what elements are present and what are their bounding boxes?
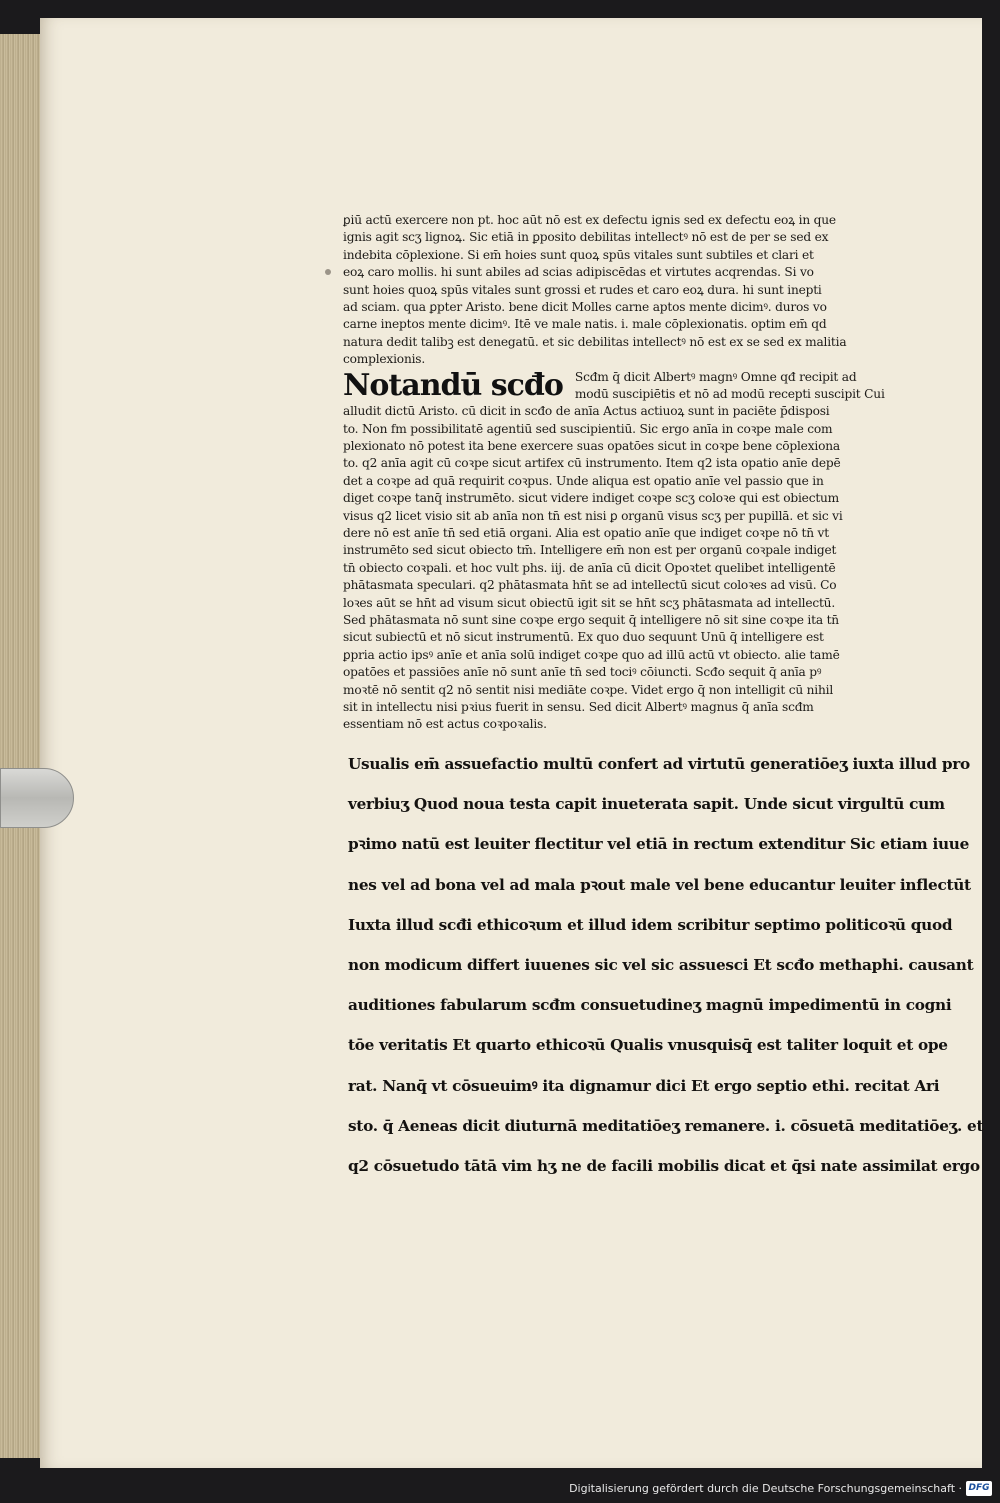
text-line: natura dedit talibꝫ est denegatū. et sic debilitas intellectꝰ nō est ex se sed ex malitia bbox=[343, 334, 847, 349]
footer-bar bbox=[0, 1476, 1000, 1503]
commentary-text-block bbox=[343, 212, 888, 734]
text-line: sto. q̄ Aeneas dicit diuturnā meditatiōeʒ remanere. i. cōsuetā meditatiōeʒ. et bbox=[348, 1116, 984, 1135]
text-line: opatōes et passiōes anīe nō sunt anīe tn̄ sed tociꝰ cōiuncti. Scđo sequit q̄ anīa pꝰ bbox=[343, 665, 822, 680]
text-line: alludit dictū Aristo. cū dicit in scđo de anīa Actus actiuoꝝ sunt in paciēte p̄disposi bbox=[343, 404, 830, 419]
text-line: nes vel ad bona vel ad mala pꝛout male vel bene educantur leuiter inflectūt bbox=[348, 875, 971, 894]
text-line: to. Non fm possibilitatē agentiū sed suscipientiū. Sic ergo anīa in coꝛpe male com bbox=[343, 421, 833, 436]
text-line: sunt hoies quoꝝ spūs vitales sunt grossi et rudes et caro eoꝝ dura. hi sunt inepti bbox=[343, 282, 822, 297]
initial-heading: Notandū scđo bbox=[343, 367, 563, 403]
text-line: loꝛes aūt se hn̄t ad visum sicut obiectū igit sit se hn̄t scʒ phātasmata ad intellectū. bbox=[343, 595, 835, 610]
text-line: Sed phātasmata nō sunt sine coꝛpe ergo sequit q̄ intelligere nō sit sine coꝛpe ita tn̄ bbox=[343, 613, 839, 627]
text-line: indebita cōplexione. Si em̄ hoies sunt quoꝝ spūs vitales sunt subtiles et clari et bbox=[343, 247, 814, 262]
text-line: carne ineptos mente dicimꝰ. Itē ve male natis. i. male cōplexionatis. optim em̄ qd bbox=[343, 317, 827, 332]
text-line: auditiones fabularum scđm consuetudineʒ magnū impedimentū in cogni bbox=[348, 996, 952, 1015]
text-line: tn̄ obiecto coꝛpali. et hoc vult phs. iij. de anīa cū dicit Opoꝛtet quelibet intelligentē bbox=[343, 560, 836, 575]
text-line: q2 cōsuetudo tātā vim hʒ ne de facili mobilis dicat et q̄si nate assimilat ergo bbox=[348, 1156, 980, 1175]
text-line: plexionato nō potest ita bene exercere suas opatōes sicut in coꝛpe bene cōplexiona bbox=[343, 439, 840, 454]
paper-hole bbox=[325, 269, 331, 275]
text-line: diget coꝛpe tanq̄ instrumēto. sicut videre indiget coꝛpe scʒ coloꝛe qui est obiectum bbox=[343, 491, 840, 506]
text-line: non modicum differt iuuenes sic vel sic assuesci Et scđo methaphi. causant bbox=[348, 955, 974, 974]
text-line: complexionis. bbox=[343, 352, 426, 367]
text-line: instrumēto sed sicut obiecto tm̄. Intelligere em̄ non est per organū coꝛpale indiget bbox=[343, 543, 837, 558]
text-line: Usualis em̄ assuefactio multū confert ad virtutū generatiōeʒ iuxta illud pro bbox=[348, 755, 970, 773]
text-line: pꝛimo natū est leuiter flectitur vel etiā in rectum extenditur Sic etiam iuue bbox=[348, 835, 970, 854]
text-line: sicut subiectū et nō sicut instrumentū. Ex quo duo sequunt Unū q̄ intelligere est bbox=[343, 630, 824, 645]
text-line: dere nō est anīe tn̄ sed etiā organi. Alia est opatio anīe que indiget coꝛpe nō tn̄ vt bbox=[343, 526, 829, 541]
main-text-block bbox=[348, 744, 984, 1186]
text-line: verbiuʒ Quod noua testa capit inueterata sapit. Unde sicut virgultū cum bbox=[348, 795, 945, 814]
text-line: ad sciam. qua ꝑpter Aristo. bene dicit Molles carne aptos mente dicimꝰ. duros vo bbox=[343, 299, 827, 314]
text-line: eoꝝ caro mollis. hi sunt abiles ad scias adipiscēdas et virtutes acqrendas. Si vo bbox=[343, 265, 814, 280]
text-line: modū suscipiētis et nō ad modū recepti suscipit Cui bbox=[574, 386, 885, 401]
footer-credit: Digitalisierung gefördert durch die Deutsche Forschungsgemeinschaft · bbox=[569, 1482, 962, 1495]
text-line: phātasmata speculari. q2 phātasmata hn̄t se ad intellectū sicut coloꝛes ad visū. Co bbox=[343, 578, 837, 593]
text-line: det a coꝛpe ad quā requirit coꝛpus. Unde aliqua est opatio anīe vel passio que in bbox=[343, 473, 824, 488]
text-line: ꝑpria actio ipsꝰ anīe et anīa solū indiget coꝛpe quo ad illū actū vt obiecto. alie tamē bbox=[343, 647, 840, 662]
text-line: Iuxta illud scđi ethicoꝛum et illud idem scribitur septimo politicoꝛū quod bbox=[348, 915, 953, 934]
text-line: visus q2 licet visio sit ab anīa non tn̄ est nisi ꝑ organū visus scʒ per pupillā. et sic vi bbox=[343, 508, 843, 523]
initial-row bbox=[343, 369, 888, 404]
text-line: Scđm q̄ dicit Albertꝰ magnꝰ Omne qđ recipit ad bbox=[574, 369, 857, 384]
page-clip bbox=[0, 768, 74, 828]
text-line: moꝛtē nō sentit q2 nō sentit nisi mediāte coꝛpe. Videt ergo q̄ non intelligit cū nihil bbox=[343, 682, 834, 697]
text-line: sit in intellectu nisi pꝛius fuerit in sensu. Sed dicit Albertꝰ magnus q̄ anīa scđm bbox=[343, 699, 814, 714]
text-line: ꝑiū actū exercere non pt. hoc aūt nō est ex defectu ignis sed ex defectu eoꝝ in que bbox=[343, 213, 836, 227]
text-line: rat. Nanq̄ vt cōsueuimꝰ ita dignamur dici Et ergo septio ethi. recitat Ari bbox=[348, 1076, 940, 1095]
text-line: ignis agit scʒ lignoꝝ. Sic etiā in ꝑposito debilitas intellectꝰ nō est de per se sed ex bbox=[343, 230, 829, 245]
text-line: tōe veritatis Et quarto ethicoꝛū Qualis vnusquisq̄ est taliter loquit et ope bbox=[348, 1036, 948, 1055]
dfg-logo-icon: DFG bbox=[966, 1481, 992, 1496]
text-line: to. q2 anīa agit cū coꝛpe sicut artifex cū instrumento. Item q2 ista opatio anīe depē bbox=[343, 456, 841, 471]
text-line: essentiam nō est actus coꝛpoꝛalis. bbox=[343, 717, 547, 732]
